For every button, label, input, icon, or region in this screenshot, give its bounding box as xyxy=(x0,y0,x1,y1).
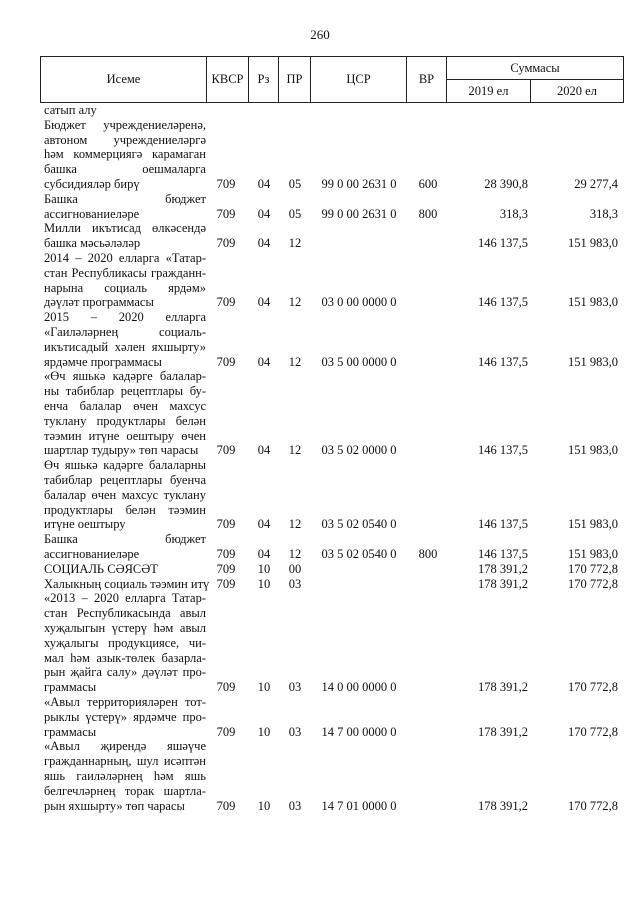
cell-pr: 12 xyxy=(288,443,302,458)
row-name-line: «Гаиләләрнең социаль- xyxy=(44,324,206,339)
table-row xyxy=(0,369,640,458)
cell-vr: 800 xyxy=(418,206,438,221)
row-name-line: яшь гаиләләрнең һәм яшь xyxy=(44,768,206,783)
cell-pr: 00 xyxy=(288,561,302,576)
cell-csr: 03 5 02 0000 0 xyxy=(321,443,397,458)
table-row xyxy=(0,192,640,222)
cell-sum-2020: 170 772,8 xyxy=(568,724,618,739)
row-name-line: 2014 – 2020 елларга «Татар- xyxy=(44,250,206,265)
row-name-line: тәэмин итүне оештыру өчен xyxy=(44,428,206,443)
row-name xyxy=(44,192,206,222)
cell-sum-2019: 318,3 xyxy=(499,206,528,221)
row-name-line: һәм коммерциягә карамаган xyxy=(44,147,206,162)
cell-rz: 10 xyxy=(257,561,271,576)
cell-sum-2020: 151 983,0 xyxy=(568,517,618,532)
row-name xyxy=(44,369,206,458)
row-name-line: белгечләрнең торак шартла- xyxy=(44,783,206,798)
row-name-line: Халыкның социаль тәэмин итү xyxy=(44,576,210,591)
row-name-line: «Авыл территорияләрен тот- xyxy=(44,694,206,709)
cell-csr: 03 5 02 0540 0 xyxy=(321,546,397,561)
cell-sum-2019: 146 137,5 xyxy=(478,295,528,310)
row-name xyxy=(44,532,206,562)
header-kvsr: КВСР xyxy=(211,72,244,86)
row-name-line: табиблар рецептлары буенча xyxy=(44,472,206,487)
cell-sum-2020: 151 983,0 xyxy=(568,443,618,458)
cell-pr: 03 xyxy=(288,680,302,695)
cell-rz: 04 xyxy=(257,354,271,369)
row-name-line: итүне оештыру xyxy=(44,517,126,532)
row-name-line: «Өч яшькә кадәрге балалар- xyxy=(44,369,206,384)
cell-kvsr: 709 xyxy=(216,576,236,591)
cell-sum-2020: 151 983,0 xyxy=(568,295,618,310)
cell-kvsr: 709 xyxy=(216,724,236,739)
cell-kvsr: 709 xyxy=(216,176,236,191)
cell-kvsr: 709 xyxy=(216,546,236,561)
cell-kvsr: 709 xyxy=(216,443,236,458)
row-name-line: сатып алу xyxy=(44,103,97,117)
row-name-line: граммасы xyxy=(44,680,97,695)
cell-kvsr: 709 xyxy=(216,295,236,310)
cell-sum-2020: 170 772,8 xyxy=(568,561,618,576)
cell-csr: 14 0 00 0000 0 xyxy=(321,680,397,695)
cell-sum-2020: 170 772,8 xyxy=(568,680,618,695)
row-name-line: енча балалар өчен махсус xyxy=(44,398,206,413)
cell-csr: 14 7 00 0000 0 xyxy=(321,724,397,739)
row-name-line: субсидияләр бирү xyxy=(44,176,140,191)
cell-pr: 12 xyxy=(288,546,302,561)
row-name-line: стан Республикасы гражданн- xyxy=(44,265,206,280)
cell-kvsr: 709 xyxy=(216,517,236,532)
row-name-line: СОЦИАЛЬ СӘЯСӘТ xyxy=(44,561,158,576)
cell-sum-2020: 318,3 xyxy=(589,206,618,221)
row-name xyxy=(44,118,206,192)
header-csr: ЦСР xyxy=(346,72,371,86)
header-year-2020: 2020 ел xyxy=(557,84,597,98)
table-row xyxy=(0,532,640,562)
cell-sum-2020: 29 277,4 xyxy=(574,176,618,191)
table-row xyxy=(0,591,640,695)
cell-sum-2020: 151 983,0 xyxy=(568,354,618,369)
cell-csr: 03 5 02 0540 0 xyxy=(321,517,397,532)
cell-sum-2019: 178 391,2 xyxy=(478,576,528,591)
row-name xyxy=(44,591,206,695)
row-name xyxy=(44,103,206,118)
row-name-line: граммасы xyxy=(44,724,97,739)
cell-csr: 14 7 01 0000 0 xyxy=(321,798,397,813)
row-name-line: гражданнарның, шул исәптән xyxy=(44,754,206,769)
row-name-line: башка оешмаларга xyxy=(44,162,206,177)
row-name-line: «Авыл җирендә яшәүче xyxy=(44,739,206,754)
cell-rz: 04 xyxy=(257,517,271,532)
page-number: 260 xyxy=(310,27,330,42)
row-name-line: рын җайга салу» дәүләт про- xyxy=(44,665,206,680)
cell-rz: 04 xyxy=(257,236,271,251)
row-name-line: Өч яшькә кадәрге балаларны xyxy=(44,458,206,473)
cell-sum-2020: 151 983,0 xyxy=(568,236,618,251)
table-row xyxy=(0,221,640,251)
table-row xyxy=(0,251,640,310)
header-sub-line xyxy=(446,79,624,80)
cell-sum-2019: 146 137,5 xyxy=(478,546,528,561)
row-name-line: стан Республикасында авыл xyxy=(44,606,206,621)
row-name xyxy=(44,310,206,369)
cell-pr: 12 xyxy=(288,236,302,251)
table-header xyxy=(40,56,624,103)
row-name-line: ассигнованиеләре xyxy=(44,206,140,221)
cell-sum-2019: 178 391,2 xyxy=(478,724,528,739)
cell-sum-2019: 28 390,8 xyxy=(484,176,528,191)
cell-vr: 800 xyxy=(418,546,438,561)
row-name xyxy=(44,251,206,310)
header-vr: ВР xyxy=(418,72,435,86)
header-year-2019: 2019 ел xyxy=(468,84,509,98)
cell-rz: 10 xyxy=(257,576,271,591)
row-name-line: нарына социаль ярдәм» xyxy=(44,280,206,295)
cell-rz: 04 xyxy=(257,206,271,221)
row-name-line: ассигнованиеләре xyxy=(44,546,140,561)
row-name xyxy=(44,221,206,251)
cell-pr: 03 xyxy=(288,724,302,739)
cell-sum-2020: 151 983,0 xyxy=(568,546,618,561)
row-name-line: Милли икътисад өлкәсендә xyxy=(44,221,206,236)
cell-vr: 600 xyxy=(418,176,438,191)
cell-sum-2019: 146 137,5 xyxy=(478,443,528,458)
cell-sum-2019: 146 137,5 xyxy=(478,517,528,532)
cell-sum-2019: 146 137,5 xyxy=(478,236,528,251)
cell-kvsr: 709 xyxy=(216,236,236,251)
cell-sum-2019: 178 391,2 xyxy=(478,798,528,813)
header-top-line xyxy=(40,56,624,57)
row-name-line: мал һәм азык-төлек базарла- xyxy=(44,650,206,665)
cell-pr: 05 xyxy=(288,176,302,191)
row-name-line: рын яхшырту» төп чарасы xyxy=(44,798,185,813)
row-name-line: рыклы үстерү» ярдәмче про- xyxy=(44,709,206,724)
cell-pr: 12 xyxy=(288,354,302,369)
row-name-line: хуҗалыгын үстерү һәм авыл xyxy=(44,620,206,635)
row-name xyxy=(44,458,206,532)
table-row xyxy=(0,458,640,532)
table-row xyxy=(0,562,640,577)
header-rz: Рз xyxy=(257,72,270,86)
cell-rz: 04 xyxy=(257,443,271,458)
row-name-line: дәүләт программасы xyxy=(44,295,154,310)
table-body xyxy=(0,103,640,813)
row-name-line: балалар өчен махсус туклану xyxy=(44,487,206,502)
cell-rz: 10 xyxy=(257,680,271,695)
row-name-line: икътисадый хәлен яхшырту» xyxy=(44,339,206,354)
row-name-line: Бюджет учреждениеләренә, xyxy=(44,117,206,132)
cell-csr: 03 5 00 0000 0 xyxy=(321,354,397,369)
cell-pr: 05 xyxy=(288,206,302,221)
cell-sum-2020: 170 772,8 xyxy=(568,576,618,591)
cell-kvsr: 709 xyxy=(216,206,236,221)
cell-csr: 03 0 00 0000 0 xyxy=(321,295,397,310)
table-row xyxy=(0,695,640,739)
row-name-line: ярдәмче программасы xyxy=(44,354,162,369)
table-row xyxy=(0,577,640,592)
row-name xyxy=(44,576,210,592)
table-row xyxy=(0,310,640,369)
row-name-line: «2013 – 2020 елларга Татар- xyxy=(44,591,206,606)
row-name xyxy=(44,695,206,739)
cell-rz: 10 xyxy=(257,798,271,813)
cell-csr: 99 0 00 2631 0 xyxy=(321,206,397,221)
cell-kvsr: 709 xyxy=(216,798,236,813)
row-name-line: 2015 – 2020 елларга xyxy=(44,310,206,325)
cell-rz: 04 xyxy=(257,546,271,561)
table-row xyxy=(0,103,640,118)
row-name-line: туклану продуктлары белән xyxy=(44,413,206,428)
cell-pr: 12 xyxy=(288,295,302,310)
row-name-line: Башка бюджет xyxy=(44,191,206,206)
row-name xyxy=(44,562,206,577)
table-row xyxy=(0,739,640,813)
cell-rz: 04 xyxy=(257,295,271,310)
header-sums: Суммасы xyxy=(510,61,560,75)
table-row xyxy=(0,118,640,192)
row-name-line: автоном учреждениеләргә xyxy=(44,132,206,147)
row-name-line: Башка бюджет xyxy=(44,532,206,547)
row-name-line: ны табиблар рецептлары бу- xyxy=(44,384,206,399)
cell-csr: 99 0 00 2631 0 xyxy=(321,176,397,191)
cell-pr: 03 xyxy=(288,798,302,813)
row-name-line: хуҗалыгы продукциясе, чи- xyxy=(44,635,206,650)
cell-rz: 10 xyxy=(257,724,271,739)
header-name: Исеме xyxy=(106,72,141,86)
row-name-line: шартлар тудыру» төп чарасы xyxy=(44,443,199,458)
cell-pr: 03 xyxy=(288,576,302,591)
cell-sum-2019: 146 137,5 xyxy=(478,354,528,369)
cell-kvsr: 709 xyxy=(216,354,236,369)
cell-kvsr: 709 xyxy=(216,561,236,576)
cell-sum-2019: 178 391,2 xyxy=(478,561,528,576)
row-name xyxy=(44,739,206,813)
cell-sum-2020: 170 772,8 xyxy=(568,798,618,813)
cell-rz: 04 xyxy=(257,176,271,191)
cell-pr: 12 xyxy=(288,517,302,532)
header-pr: ПР xyxy=(286,72,303,86)
cell-sum-2019: 178 391,2 xyxy=(478,680,528,695)
cell-kvsr: 709 xyxy=(216,680,236,695)
row-name-line: башка мәсьәләләр xyxy=(44,236,141,251)
row-name-line: продуктлары белән тәэмин xyxy=(44,502,206,517)
